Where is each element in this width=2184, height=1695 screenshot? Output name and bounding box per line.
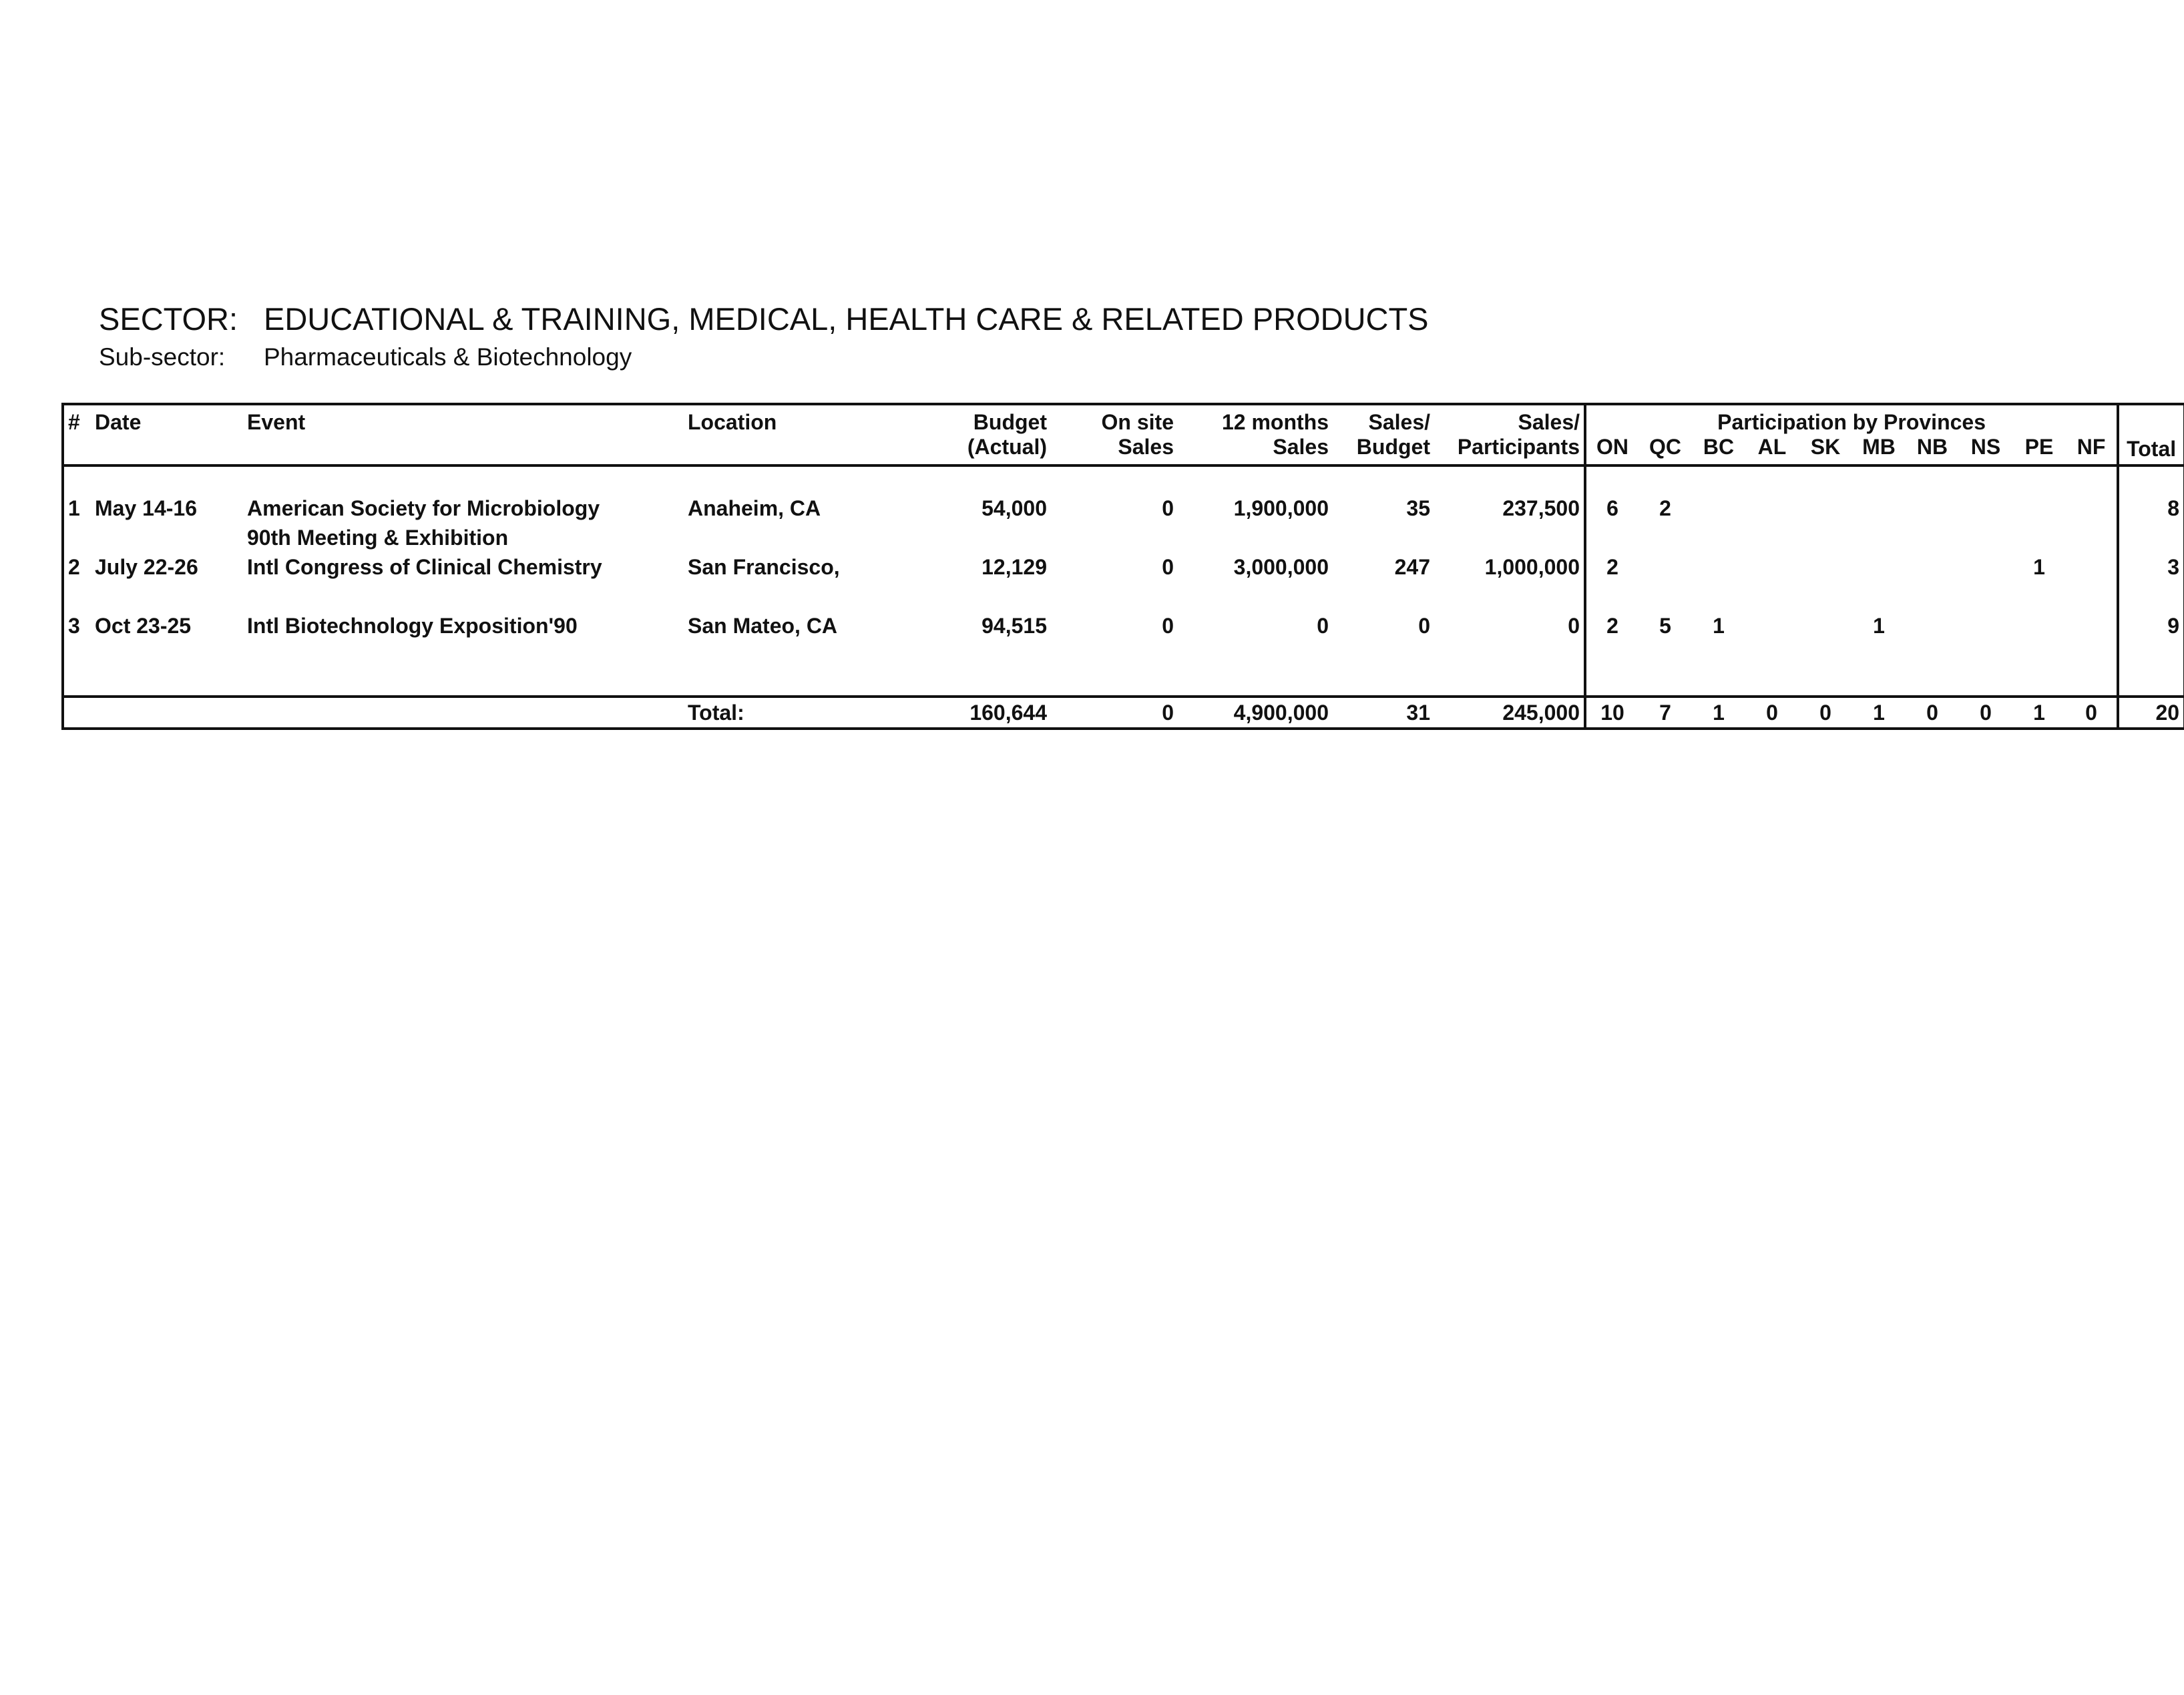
- row-prov-nb: [1906, 494, 1959, 552]
- row-prov-nb: [1906, 611, 1959, 670]
- col-event-header: Event: [247, 410, 306, 434]
- row-budget: 94,515: [981, 614, 1047, 638]
- row-prov-pe: [2012, 611, 2066, 670]
- row-total: 8: [2118, 494, 2184, 552]
- row-prov-on: 2: [1585, 611, 1639, 670]
- row-prov-on: 2: [1585, 552, 1639, 611]
- sector-label: SECTOR:: [99, 301, 238, 337]
- row-prov-bc: [1692, 494, 1745, 552]
- row-prov-nf: [2066, 611, 2118, 670]
- row-total: 3: [2118, 552, 2184, 611]
- row-event: [243, 494, 684, 552]
- totals-total: 20: [2118, 697, 2184, 729]
- subsector-value: Pharmaceuticals & Biotechnology: [264, 343, 632, 371]
- row-num: 1: [68, 496, 80, 520]
- table-row: [63, 494, 2184, 552]
- totals-row: [63, 697, 2184, 729]
- row-onsite-sales: 0: [1162, 555, 1174, 579]
- province-header-nb: NB: [1906, 435, 1959, 465]
- row-prov-ns: [1959, 552, 2012, 611]
- totals-prov-al: 0: [1745, 697, 1799, 729]
- totals-budget: 160,644: [857, 697, 1051, 729]
- col-onsite-subheader: Sales: [1051, 435, 1178, 465]
- col-sales-budget-subheader: Budget: [1333, 435, 1434, 465]
- row-12months-sales: 3,000,000: [1233, 555, 1329, 579]
- col-date-header: Date: [95, 410, 142, 434]
- row-onsite-sales: 0: [1162, 496, 1174, 520]
- report-heading: [99, 299, 1429, 374]
- province-header-sk: SK: [1799, 435, 1852, 465]
- col-sales-budget-header: Sales/: [1368, 410, 1430, 434]
- row-prov-sk: [1799, 494, 1852, 552]
- subsector-label: Sub-sector:: [99, 343, 226, 371]
- totals-sales-participants: 245,000: [1434, 697, 1585, 729]
- totals-12months-sales: 4,900,000: [1178, 697, 1333, 729]
- row-12months-sales: 0: [1317, 614, 1329, 638]
- col-sales-participants-header: Sales/: [1518, 410, 1580, 434]
- row-location: San Mateo, CA: [688, 614, 838, 638]
- province-header-on: ON: [1585, 435, 1639, 465]
- row-sales-budget: 247: [1394, 555, 1430, 579]
- row-location: San Francisco,: [688, 555, 840, 579]
- row-prov-mb: 1: [1873, 614, 1885, 638]
- row-prov-al: [1745, 552, 1799, 611]
- row-prov-mb: [1852, 552, 1906, 611]
- participation-header: Participation by Provinces: [1585, 404, 2118, 435]
- col-12months-subheader: Sales: [1178, 435, 1333, 465]
- row-sales-budget: 0: [1418, 614, 1430, 638]
- province-header-al: AL: [1745, 435, 1799, 465]
- province-header-qc: QC: [1639, 435, 1692, 465]
- totals-label: Total:: [684, 697, 857, 729]
- row-num: 3: [68, 614, 80, 638]
- row-sales-budget: 35: [1406, 496, 1430, 520]
- event-line-1: American Society for Microbiology: [247, 496, 600, 520]
- totals-prov-ns: 0: [1959, 697, 2012, 729]
- totals-prov-pe: 1: [2012, 697, 2066, 729]
- row-prov-ns: [1959, 611, 2012, 670]
- row-sales-participants: 0: [1568, 614, 1580, 638]
- col-budget-header: Budget: [973, 410, 1047, 434]
- totals-prov-mb: 1: [1852, 697, 1906, 729]
- event-line-1: Intl Biotechnology Exposition'90: [247, 614, 578, 638]
- row-prov-mb: [1852, 494, 1906, 552]
- row-prov-pe: [2012, 494, 2066, 552]
- province-header-nf: NF: [2066, 435, 2118, 465]
- event-line-1: Intl Congress of Clinical Chemistry: [247, 555, 602, 579]
- col-12months-header: 12 months: [1221, 410, 1329, 434]
- row-prov-qc: [1639, 552, 1692, 611]
- header-row-2: [63, 435, 2184, 465]
- totals-onsite-sales: 0: [1051, 697, 1178, 729]
- row-total: 9: [2118, 611, 2184, 670]
- sector-line: [99, 299, 1429, 339]
- province-header-bc: BC: [1692, 435, 1745, 465]
- row-prov-bc: [1692, 552, 1745, 611]
- header-row-1: [63, 404, 2184, 435]
- row-prov-pe: 1: [2033, 555, 2045, 579]
- row-budget: 12,129: [981, 555, 1047, 579]
- col-sales-participants-subheader: Participants: [1434, 435, 1585, 465]
- row-event: [243, 552, 684, 611]
- row-date: May 14-16: [95, 496, 197, 520]
- totals-sales-budget: 31: [1333, 697, 1434, 729]
- table-row: [63, 552, 2184, 611]
- row-event: [243, 611, 684, 670]
- events-table: [61, 403, 2184, 730]
- row-12months-sales: 1,900,000: [1233, 496, 1329, 520]
- row-sales-participants: 1,000,000: [1484, 555, 1580, 579]
- row-prov-qc: 2: [1659, 496, 1671, 520]
- row-num: 2: [68, 555, 80, 579]
- row-prov-nf: [2066, 494, 2118, 552]
- col-budget-subheader: (Actual): [857, 435, 1051, 465]
- row-prov-bc: 1: [1713, 614, 1725, 638]
- row-prov-al: [1745, 611, 1799, 670]
- row-prov-nf: [2066, 552, 2118, 611]
- subsector-line: [99, 341, 1429, 374]
- row-onsite-sales: 0: [1162, 614, 1174, 638]
- sector-value: EDUCATIONAL & TRAINING, MEDICAL, HEALTH CARE & RELATED PRODUCTS: [264, 301, 1429, 337]
- row-prov-ns: [1959, 494, 2012, 552]
- totals-prov-sk: 0: [1799, 697, 1852, 729]
- col-total-header: Total: [2118, 404, 2184, 465]
- totals-prov-on: 10: [1585, 697, 1639, 729]
- row-date: July 22-26: [95, 555, 198, 579]
- event-line-2: 90th Meeting & Exhibition: [247, 526, 509, 550]
- row-prov-sk: [1799, 611, 1852, 670]
- col-onsite-header: On site: [1101, 410, 1174, 434]
- col-location-header: Location: [688, 410, 777, 434]
- row-prov-al: [1745, 494, 1799, 552]
- row-date: Oct 23-25: [95, 614, 192, 638]
- col-num-header: #: [68, 410, 80, 434]
- totals-prov-nb: 0: [1906, 697, 1959, 729]
- row-sales-participants: 237,500: [1502, 496, 1580, 520]
- row-prov-qc: 5: [1659, 614, 1671, 638]
- row-prov-nb: [1906, 552, 1959, 611]
- row-prov-sk: [1799, 552, 1852, 611]
- province-header-pe: PE: [2012, 435, 2066, 465]
- province-header-mb: MB: [1852, 435, 1906, 465]
- row-prov-on: 6: [1585, 494, 1639, 552]
- table-row: [63, 611, 2184, 670]
- row-budget: 54,000: [981, 496, 1047, 520]
- province-header-ns: NS: [1959, 435, 2012, 465]
- totals-prov-nf: 0: [2066, 697, 2118, 729]
- totals-prov-qc: 7: [1639, 697, 1692, 729]
- totals-prov-bc: 1: [1692, 697, 1745, 729]
- row-location: Anaheim, CA: [688, 496, 821, 520]
